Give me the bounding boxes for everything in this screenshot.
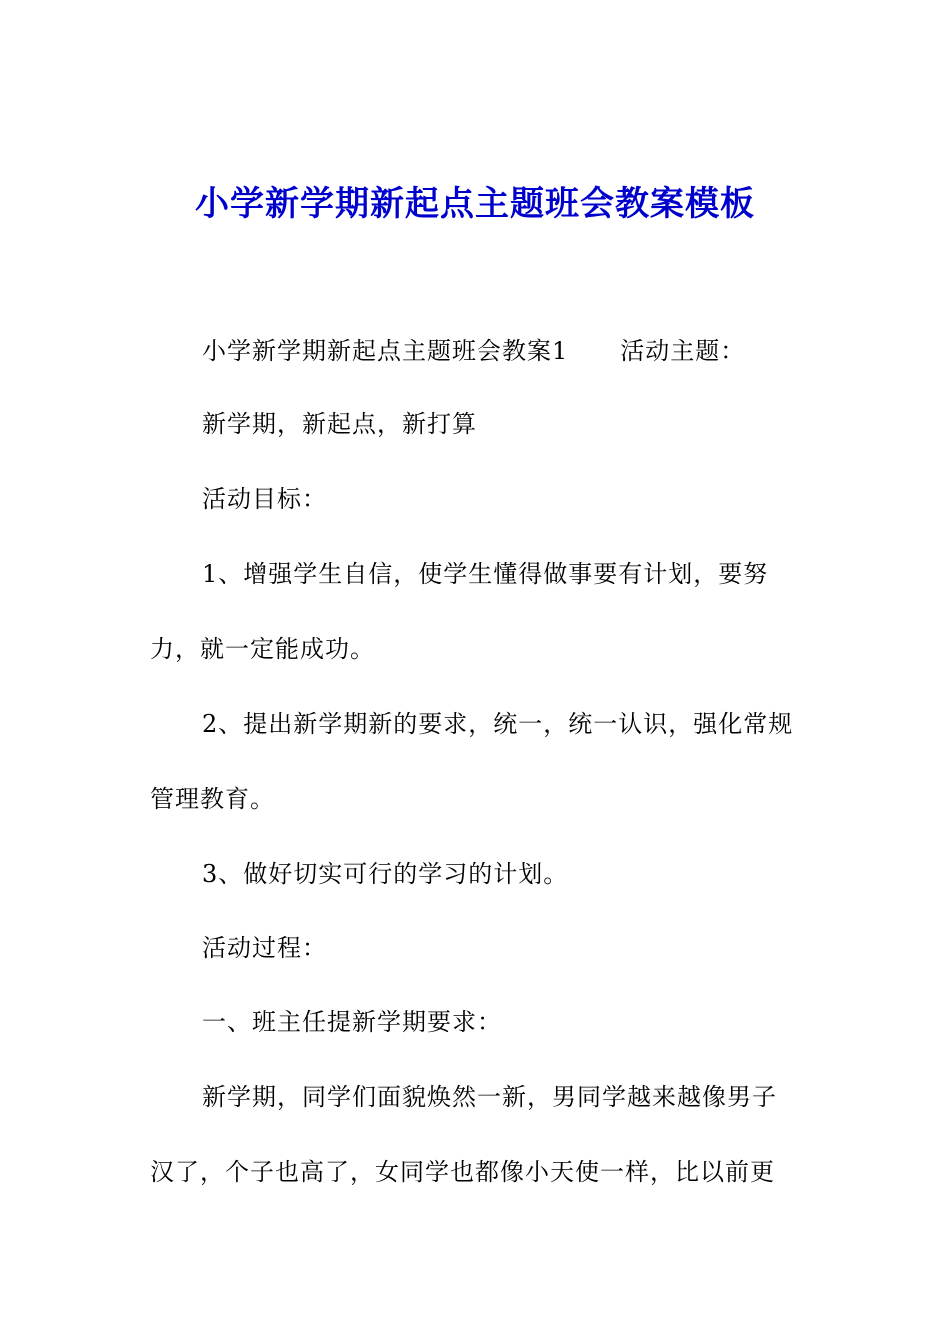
lesson-plan-heading: 小学新学期新起点主题班会教案1	[202, 337, 569, 365]
paragraph-line: 汉了，个子也高了，女同学也都像小天使一样，比以前更	[150, 1158, 775, 1186]
paragraph-line: 新学期，同学们面貌焕然一新，男同学越来越像男子	[202, 1083, 777, 1111]
document-title: 小学新学期新起点主题班会教案模板	[195, 184, 755, 224]
paragraph-line: 1、增强学生自信，使学生懂得做事要有计划，要努	[202, 560, 769, 588]
paragraph-line: 一、班主任提新学期要求：	[202, 1008, 502, 1036]
paragraph-line: 新学期，新起点，新打算	[202, 410, 477, 438]
paragraph-line: 管理教育。	[150, 785, 275, 813]
paragraph-line	[202, 333, 745, 369]
paragraph-line: 活动目标：	[202, 485, 327, 513]
paragraph-line: 2、提出新学期新的要求，统一，统一认识，强化常规	[202, 710, 794, 738]
paragraph-line: 活动过程：	[202, 934, 327, 962]
paragraph-line: 3、做好切实可行的学习的计划。	[202, 860, 569, 888]
paragraph-line: 力，就一定能成功。	[150, 635, 375, 663]
activity-theme-label: 活动主题：	[620, 337, 746, 365]
